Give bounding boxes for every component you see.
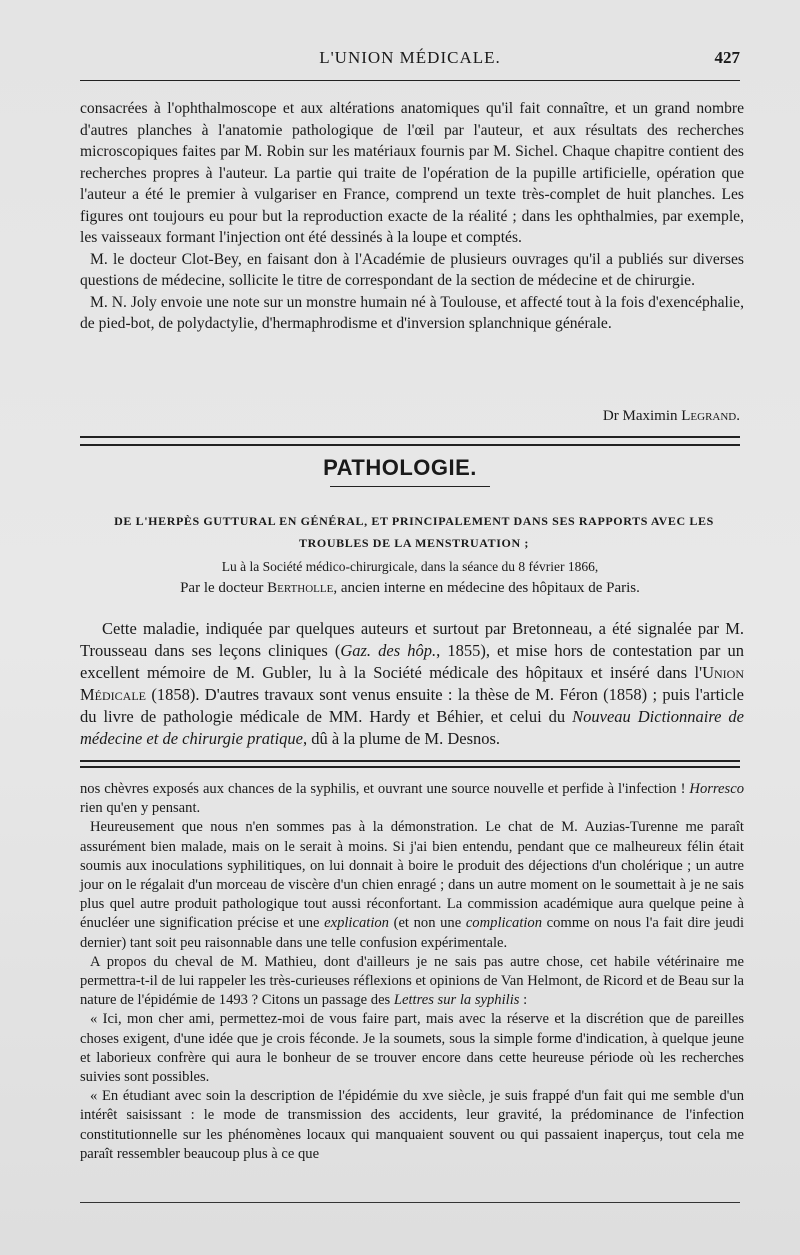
journal-title: L'UNION MÉDICALE. [319,48,501,67]
article-academie-text [80,98,744,335]
feuilleton-text [80,780,744,1164]
section-divider [80,436,740,446]
running-header [80,48,740,76]
author-line: Par le docteur Bertholle, ancien interne en médecine des hôpitaux de Paris. [180,580,640,596]
article-pathologie-text [80,618,744,750]
page-number: 427 [714,48,740,67]
paragraph: « Ici, mon cher ami, permettez-moi de vous faire part, mais avec la réserve et la discrétion que de pareilles choses exigent, d'une idée que je crois féconde. Je la soumets, sous la simple forme d'indication, à quelque jeune et laborieux confrère qui aura le bonheur de se trouver encore dans cette heureuse période où les recherches suivies sont possibles. [80,1011,744,1086]
title-underline [330,486,490,487]
paragraph: M. le docteur Clot-Bey, en faisant don à l'Académie de plusieurs ouvrages qu'il a publiés sur diverses questions de médecine, sollicite le titre de correspondant de la section de médecine et de chirurgie. [80,250,744,289]
paragraph: Cette maladie, indiquée par quelques auteurs et surtout par Bretonneau, a été signalée par M. Trousseau dans ses leçons cliniques (Gaz. des hôp., 1855), et mise hors de contestation par un excellent mémoire de M. Gubler, lu à la Société médicale des hôpitaux et inséré dans l'Union Médicale (1858). D'autres travaux sont venus ensuite : la thèse de M. Féron (1858) ; puis l'article du livre de pathologie médicale de MM. Hardy et Béhier, et celui du Nouveau Dictionnaire de médecine et de chirurgie pratique, dû à la plume de M. Desnos. [80,619,745,748]
paragraph: Heureusement que nous n'en sommes pas à la démonstration. Le chat de M. Auzias-Turenne me paraît assurément bien malade, mais on le serait à moins. Si j'ai bien entendu, pendant que ce malheureux félin était soumis aux inoculations syphilitiques, on lui donnait à boire le produit des déjections d'un cholérique ; un autre jour on le régalait d'un morceau de viscère d'un chien enragé ; dans un autre moment on le soumettait à je ne sais plus quel autre produit pathologique tout aussi réconfortant. La commission académique aura quelque peine à énucléer une signification précise et une explication (et non une complication comme on nous l'a fait dire jeudi dernier) tant soit peu raisonnable dans une telle confusion expérimentale. [80,819,744,951]
author-signature: Dr Maximin Legrand. [602,408,740,424]
paragraph: A propos du cheval de M. Mathieu, dont d'ailleurs je ne sais pas autre chose, cet habile vétérinaire me permettra-t-il de lui rappeler les très-curieuses réflexions et opinions de Van Helmont, de Ricord et de Beau sur la nature de l'épidémie de 1493 ? Citons un passage des Lettres sur la syphilis : [80,953,744,1009]
read-at-note: Lu à la Société médico-chirurgicale, dans la séance du 8 février 1866, [221,559,599,574]
section-title: PATHOLOGIE. [323,455,477,480]
paragraph: « En étudiant avec soin la description de l'épidémie du xve siècle, je suis frappé d'un fait qui me semble d'un intérêt saisissant : le mode de transmission des accidents, leur gravité, la prédominance de l'infection constitutionnelle sur les phénomènes locaux qui manquaient souvent ou qui passaient inaperçus, tout cela me paraît ressembler beaucoup plus à ce que [80,1088,744,1162]
paragraph: nos chèvres exposés aux chances de la syphilis, et ouvrant une source nouvelle et perfide à l'infection ! Horresco rien qu'en y pensant. [80,781,744,817]
paragraph: M. N. Joly envoie une note sur un monstre humain né à Toulouse, et affecté tout à la fois d'exencéphalie, de pied-bot, de polydactylie, d'hermaphrodisme et d'inversion splanchnique générale. [80,293,744,332]
paragraph: consacrées à l'ophthalmoscope et aux altérations anatomiques qu'il fait connaître, et un grand nombre d'autres planches à l'anatomie pathologique de l'œil par l'auteur, et aux résultats des recherches microscopiques faites par M. Robin sur les matériaux fournis par M. Sichel. Chaque chapitre contient des recherches propres à l'auteur. La partie qui traite de l'opération de la pupille artificielle, opération que l'auteur a été le premier à vulgariser en France, comprend un texte très-complet de huit planches. Les figures ont toujours eu pour but la reproduction exacte de la réalité ; dans les ophthalmies, par exemple, les vaisseaux formant l'injection ont été dessinés à la loupe et comptés. [80,100,744,246]
article-subtitle: DE L'HERPÈS GUTTURAL EN GÉNÉRAL, ET PRINCIPALEMENT DANS SES RAPPORTS AVEC LES TROUBLES DE LA MENSTRUATION ; [114,514,714,550]
bottom-rule [80,1202,740,1203]
feuilleton-divider [80,760,740,768]
header-rule [80,80,740,81]
